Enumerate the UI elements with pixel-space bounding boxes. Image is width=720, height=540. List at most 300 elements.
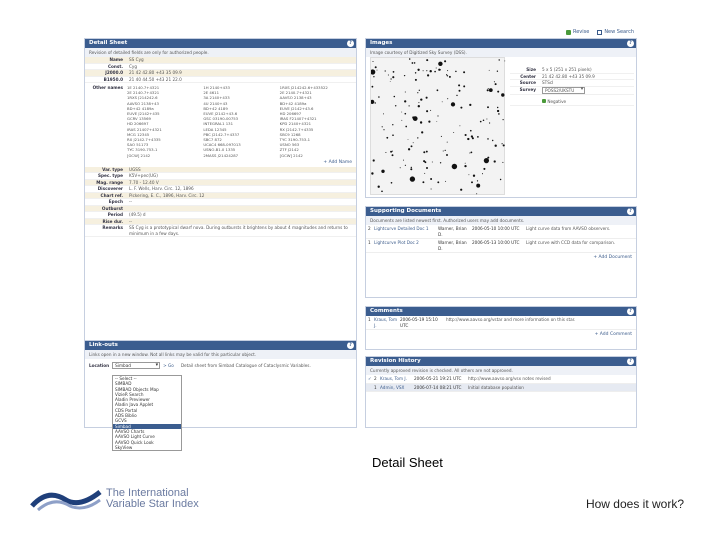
star-dot	[460, 189, 462, 191]
detail-extra-rows	[85, 167, 356, 238]
revision-list	[366, 375, 636, 392]
other-name: GSC 03190-00753	[203, 116, 239, 122]
survey-value-wrap	[540, 87, 634, 95]
other-name: RX J2142.7+4335	[127, 137, 161, 143]
document-author: Warner, Brian D.	[438, 240, 467, 251]
revise-label: Revise	[572, 29, 590, 35]
documents-note: Documents are listed newest first. Authorized users may add documents.	[366, 216, 636, 225]
images-note: Image courtesy of Digitized Sky Survey (DSS).	[366, 48, 636, 57]
revision-num: 2	[374, 376, 377, 381]
other-name: 4U 2140+43	[203, 100, 228, 106]
comment-author[interactable]: Kraus, Tom J.	[374, 317, 398, 328]
detail-label: Name	[109, 57, 123, 62]
star-dot	[430, 70, 432, 72]
other-name: 2E 2140.7+4321	[279, 90, 312, 96]
document-num: 1	[368, 240, 371, 245]
detail2-label: Var. type	[102, 166, 123, 172]
other-name: 1E 2140.7+4321	[127, 85, 160, 90]
star-dot	[494, 160, 496, 162]
detail2-label: Epoch	[108, 199, 123, 205]
other-name: USNO-B1.0 1335	[203, 147, 236, 153]
document-author: Warner, Brian D.	[438, 226, 467, 237]
add-name-label: Add Name	[328, 159, 352, 165]
image-setting-rows	[510, 67, 634, 87]
detail-value: SS Cyg	[129, 57, 144, 62]
location-option[interactable]: AAVSO Quick Look	[115, 439, 154, 445]
star-dot	[447, 70, 448, 71]
go-label: Go	[168, 363, 174, 368]
location-option[interactable]: CDS Portal	[115, 407, 138, 413]
detail-row	[85, 77, 356, 84]
revision-header	[366, 357, 636, 366]
revision-date: 2006-05-21 19:21 UTC	[414, 376, 462, 381]
add-comment-label: Add Comment	[599, 332, 632, 337]
detail-value: Cyg	[129, 63, 138, 69]
revision-text: Initial database population	[468, 384, 524, 390]
linkouts-header	[85, 341, 356, 350]
revision-row	[366, 375, 636, 384]
other-name: 2E 4611	[203, 90, 220, 96]
star-dot	[413, 142, 414, 143]
star-dot	[459, 125, 460, 126]
go-button[interactable]: > Go	[163, 363, 174, 368]
star-dot	[408, 139, 409, 140]
documents-list	[366, 225, 636, 253]
detail-value: 21 42 42.80 +43 35 09.9	[129, 70, 182, 75]
detail2-row	[85, 225, 356, 237]
star-dot	[417, 137, 418, 138]
add-name-link[interactable]: + Add Name	[323, 159, 352, 165]
star-dot	[411, 145, 413, 147]
detail2-value: K5V+pec(UG)	[129, 173, 158, 179]
other-name: AAVSO 2138+43	[279, 95, 312, 101]
star-dot	[414, 62, 416, 64]
star-dot	[477, 136, 479, 138]
add-document-link[interactable]: + Add Document	[593, 255, 632, 260]
detail-sheet-panel	[84, 38, 357, 348]
star-dot	[372, 61, 373, 62]
location-option[interactable]: Aladin Previewer	[115, 397, 150, 403]
star-dot	[497, 107, 498, 108]
document-link[interactable]: Lightcurve Plot Doc 2	[374, 240, 419, 245]
star-dot	[418, 105, 420, 107]
star-dot	[427, 74, 429, 76]
document-row	[366, 239, 636, 253]
star-dot	[373, 76, 374, 77]
star-dot	[504, 60, 505, 61]
detail-sheet-title: Detail Sheet	[89, 40, 128, 46]
other-name: USNO 563	[279, 142, 300, 148]
other-name: PBC J2142.7+4337	[203, 131, 240, 137]
star-dot	[471, 152, 473, 154]
star-dot	[463, 71, 465, 73]
star-dot	[404, 75, 405, 76]
document-desc: Light curve data from AAVSO observers.	[526, 226, 611, 231]
star-dot	[408, 148, 410, 150]
star-dot	[488, 88, 489, 89]
star-dot	[476, 193, 477, 194]
star-dot	[494, 81, 495, 82]
survey-label: Survey	[519, 86, 536, 92]
star-dot	[392, 124, 393, 125]
detail2-value: 7.70 - 12.40 V	[129, 179, 159, 185]
other-name: 1RXS J214242.6+433522	[279, 85, 328, 90]
other-name: MCG 12345	[127, 131, 150, 137]
star-dot	[418, 102, 419, 103]
star-dot	[486, 119, 487, 120]
detail-label: J2000.0	[105, 70, 123, 75]
star-dot	[417, 92, 418, 93]
star-dot	[392, 134, 394, 136]
survey-select[interactable]: POSS2/UKSTU ▾	[542, 87, 585, 95]
location-option[interactable]: Aladin Java Applet	[115, 402, 154, 408]
images-header	[366, 39, 636, 48]
star-dot	[423, 70, 424, 71]
comments-header	[366, 307, 636, 316]
star-dot	[501, 93, 504, 96]
logo-line-1: The International	[106, 487, 189, 499]
detail2-label: Period	[107, 212, 123, 218]
star-dot	[459, 90, 461, 92]
star-dot	[467, 138, 469, 140]
star-dot	[472, 137, 474, 139]
help-icon[interactable]: ?	[627, 208, 634, 215]
star-dot	[489, 70, 490, 71]
other-name: 2E 2140.7+4321	[127, 90, 160, 96]
vsx-screenshot	[80, 22, 640, 474]
other-name: IRAS F21407+4321	[279, 116, 317, 122]
help-icon[interactable]: ?	[347, 342, 354, 349]
star-dot	[426, 97, 428, 99]
star-dot	[430, 178, 432, 180]
location-option[interactable]: AAVSO Charts	[115, 428, 145, 434]
document-num: 2	[368, 226, 371, 231]
other-name: SBC9 1268	[279, 131, 301, 137]
location-option[interactable]: SIMBAD	[115, 381, 132, 387]
star-dot	[415, 79, 417, 81]
detail2-label: Rise dur.	[102, 218, 123, 224]
other-name: EUVE J2142+435	[127, 111, 160, 117]
location-option[interactable]: -- Select --	[115, 376, 137, 381]
star-dot	[388, 74, 389, 75]
linkouts-controls	[85, 359, 356, 372]
image-setting-value: 21 42 42.80 +43 35 09.9	[542, 73, 595, 79]
document-link[interactable]: Lightcurve Detailed Doc 1	[374, 226, 429, 231]
negative-spacer	[510, 99, 540, 105]
star-dot	[395, 105, 396, 106]
star-dot	[473, 175, 475, 177]
image-setting-label: Center	[520, 73, 536, 79]
star-dot	[423, 160, 425, 162]
detail-label: B1950.0	[103, 76, 123, 82]
names-column-2	[203, 85, 279, 158]
star-dot	[487, 138, 489, 140]
star-dot	[437, 115, 438, 116]
star-dot	[476, 184, 480, 188]
revision-date: 2006-07-14 08:21 UTC	[414, 384, 462, 390]
pencil-icon	[566, 30, 571, 35]
detail2-value: --	[129, 199, 133, 205]
star-dot	[497, 91, 499, 93]
star-dot	[422, 181, 424, 183]
images-title: Images	[370, 40, 393, 46]
star-dot	[423, 151, 425, 153]
star-dot	[438, 62, 442, 66]
location-dropdown-list[interactable]	[112, 375, 182, 451]
help-icon[interactable]: ?	[627, 358, 634, 365]
star-dot	[502, 162, 503, 163]
image-setting-value: STScI	[542, 80, 554, 85]
help-icon[interactable]: ?	[347, 40, 354, 47]
star-dot	[471, 181, 473, 183]
location-select[interactable]: Simbad ▾	[112, 362, 160, 369]
star-dot	[451, 102, 455, 106]
negative-row	[510, 99, 634, 106]
star-dot	[420, 121, 422, 123]
other-name: SAO 51173	[127, 142, 149, 148]
star-dot	[417, 69, 419, 71]
detail2-value: SS Cyg is a prototypical dwarf nova. During outbursts it brightens by about 4 magnitudes and returns to minimum in a few days.	[129, 225, 348, 236]
revision-author[interactable]: Admin, VSX	[380, 384, 405, 390]
help-icon[interactable]: ?	[627, 308, 634, 315]
other-name: 2MASS J21424287	[203, 152, 239, 158]
star-dot	[378, 96, 380, 98]
other-name: BD+42 4189a	[127, 105, 154, 111]
star-dot	[431, 188, 432, 189]
star-dot	[390, 78, 391, 79]
location-option[interactable]: GCVS	[115, 418, 127, 424]
documents-header	[366, 207, 636, 216]
star-dot	[453, 132, 454, 133]
names-column-3	[280, 85, 356, 158]
star-dot	[392, 154, 394, 156]
star-dot	[412, 116, 414, 118]
star-dot	[492, 140, 493, 141]
star-dot	[443, 151, 444, 152]
star-dot	[371, 172, 373, 174]
star-dot	[455, 71, 457, 73]
comment-row	[366, 316, 636, 330]
detail2-label: Mag. range	[96, 179, 123, 185]
image-setting-label: Source	[519, 80, 536, 85]
star-dot	[412, 62, 414, 64]
revision-note: Currently approved revision is checked. All others are not approved.	[366, 366, 636, 375]
revision-panel	[365, 356, 637, 428]
detail2-label: Remarks	[102, 225, 123, 231]
revision-num: 1	[374, 384, 377, 390]
image-settings	[510, 67, 634, 106]
detail-basic-rows	[85, 57, 356, 83]
detail2-label: Spec. type	[98, 173, 123, 179]
other-name: TYC 3190-753-1	[127, 147, 158, 153]
star-dot	[483, 168, 485, 170]
document-desc: Light curve with CCD data for comparison.	[526, 240, 616, 245]
location-option[interactable]: Simbad	[113, 424, 181, 429]
star-dot	[480, 121, 482, 123]
star-dot	[390, 151, 392, 153]
other-name: BD+42 4189a	[279, 100, 307, 106]
star-dot	[430, 110, 431, 111]
star-dot	[371, 69, 375, 74]
negative-checkbox[interactable]	[542, 99, 546, 103]
star-dot	[442, 101, 443, 102]
revision-text: http://www.aavso.org/vsx notes revised	[468, 376, 551, 381]
image-setting-label: Size	[526, 67, 536, 72]
star-dot	[495, 145, 497, 147]
star-dot	[465, 163, 466, 164]
detail2-label: Chart ref.	[100, 192, 123, 198]
detail2-value: --	[129, 218, 133, 224]
other-name: ZTF J2142	[279, 147, 299, 153]
star-dot	[495, 83, 497, 85]
star-dot	[381, 190, 383, 192]
star-dot	[498, 113, 500, 115]
detail-note: Revision of detailed fields are only for authorized people.	[85, 48, 356, 57]
star-dot	[477, 180, 478, 181]
star-dot	[460, 107, 462, 109]
detail2-value	[127, 206, 356, 212]
star-dot	[392, 151, 393, 152]
star-dot	[405, 165, 406, 166]
star-dot	[447, 142, 448, 143]
revise-link[interactable]	[566, 29, 589, 35]
star-dot	[502, 143, 503, 144]
other-name: EUVE J2142+43.6	[203, 111, 238, 117]
star-dot	[439, 69, 441, 71]
location-option[interactable]: SkyView	[115, 444, 133, 450]
star-dot	[394, 96, 396, 98]
star-dot	[424, 173, 425, 174]
location-option[interactable]: ADS Biblio	[115, 413, 137, 419]
star-dot	[371, 100, 374, 104]
star-dot	[463, 85, 465, 87]
document-icon	[597, 30, 602, 35]
location-option[interactable]: SIMBAD Objects Map	[115, 386, 159, 392]
detail-sheet-header	[85, 39, 356, 48]
detail2-value: (49.5) d	[129, 212, 146, 218]
detail-label: Const.	[107, 63, 123, 69]
star-dot	[382, 126, 383, 127]
revision-title: Revision History	[370, 358, 421, 364]
star-dot	[434, 71, 436, 73]
other-name: AAVSO 2138+43	[127, 100, 159, 106]
star-dot	[403, 160, 404, 161]
star-dot	[426, 110, 428, 112]
other-name: INTEGRAL1 131	[203, 121, 234, 127]
star-dot	[404, 100, 406, 102]
star-dot	[445, 181, 446, 182]
detail2-label: Discoverer	[97, 186, 123, 192]
revision-author[interactable]: Kraus, Tom J.	[380, 376, 407, 381]
images-panel	[365, 38, 637, 198]
star-dot	[404, 113, 406, 115]
other-name: [GCW] 2142	[127, 152, 151, 158]
star-dot	[381, 170, 384, 173]
other-names-list	[127, 85, 356, 158]
other-name: BD+42 4189	[203, 105, 228, 111]
star-dot	[436, 68, 437, 69]
star-dot	[393, 71, 395, 73]
star-dot	[377, 70, 378, 71]
vsx-logo	[30, 486, 199, 512]
star-dot	[487, 89, 489, 91]
star-dot	[392, 76, 394, 78]
star-dot	[378, 186, 380, 188]
image-setting-value: 5 x 5 (251 x 251 pixels)	[542, 67, 592, 72]
location-option[interactable]: AAVSO Light Curve	[115, 434, 155, 440]
vsx-logo-mark	[30, 486, 102, 512]
star-dot	[446, 154, 448, 156]
star-dot	[447, 98, 448, 99]
help-icon[interactable]: ?	[627, 40, 634, 47]
sky-image-stars	[371, 58, 506, 196]
star-dot	[445, 150, 446, 151]
comment-text: http://www.aavso.org/vstar and more information on this star.	[446, 317, 576, 322]
star-dot	[409, 58, 411, 60]
star-dot	[383, 113, 384, 114]
star-dot	[411, 167, 412, 168]
star-dot	[449, 76, 451, 78]
detail-value: 21 40 44.50 +43 21 22.0	[129, 76, 182, 82]
other-name: KPD 2140+4321	[279, 121, 312, 127]
star-dot	[469, 152, 470, 153]
other-name: GCRV 13569	[127, 116, 151, 122]
star-dot	[468, 174, 469, 175]
star-dot	[432, 162, 433, 163]
linkouts-title: Link-outs	[89, 342, 118, 348]
star-dot	[426, 167, 428, 169]
survey-row	[510, 87, 634, 96]
top-links	[566, 26, 634, 38]
star-dot	[390, 81, 391, 82]
star-dot	[436, 121, 437, 122]
detail2-label: Outburst	[101, 205, 123, 211]
star-dot	[410, 168, 412, 170]
star-dot	[482, 173, 483, 174]
star-dot	[444, 60, 446, 62]
comment-num: 1	[368, 317, 371, 322]
star-dot	[499, 59, 500, 60]
star-dot	[437, 181, 439, 183]
location-option[interactable]: VizieR Search	[115, 391, 144, 397]
star-dot	[489, 122, 490, 123]
star-dot	[419, 90, 420, 91]
names-column-1	[127, 85, 203, 158]
other-name: SBC7 872	[203, 137, 222, 143]
star-dot	[375, 102, 376, 103]
new-search-link[interactable]	[597, 29, 634, 35]
footer-question: How does it work?	[585, 497, 684, 511]
star-dot	[503, 119, 504, 120]
other-names-block	[85, 85, 356, 158]
star-dot	[503, 144, 505, 146]
other-names-label: Other names	[92, 85, 123, 90]
comment-date: 2006-05-19 15:10 UTC	[400, 317, 438, 328]
vsx-logo-text	[106, 488, 199, 510]
star-dot	[372, 86, 374, 88]
other-name: HD 206697	[127, 121, 149, 127]
new-search-label: New Search	[604, 29, 634, 35]
logo-line-2: Variable Star Index	[106, 498, 199, 510]
star-dot	[409, 105, 410, 106]
star-dot	[401, 112, 402, 113]
star-dot	[469, 104, 471, 106]
document-date: 2006-05-10 10:00 UTC	[472, 226, 520, 231]
star-dot	[385, 70, 386, 71]
linkouts-note: Links open in a new window. Not all links may be valid for this particular object.	[85, 350, 356, 359]
add-comment-link[interactable]: + Add Comment	[594, 332, 632, 337]
star-dot	[489, 88, 493, 92]
